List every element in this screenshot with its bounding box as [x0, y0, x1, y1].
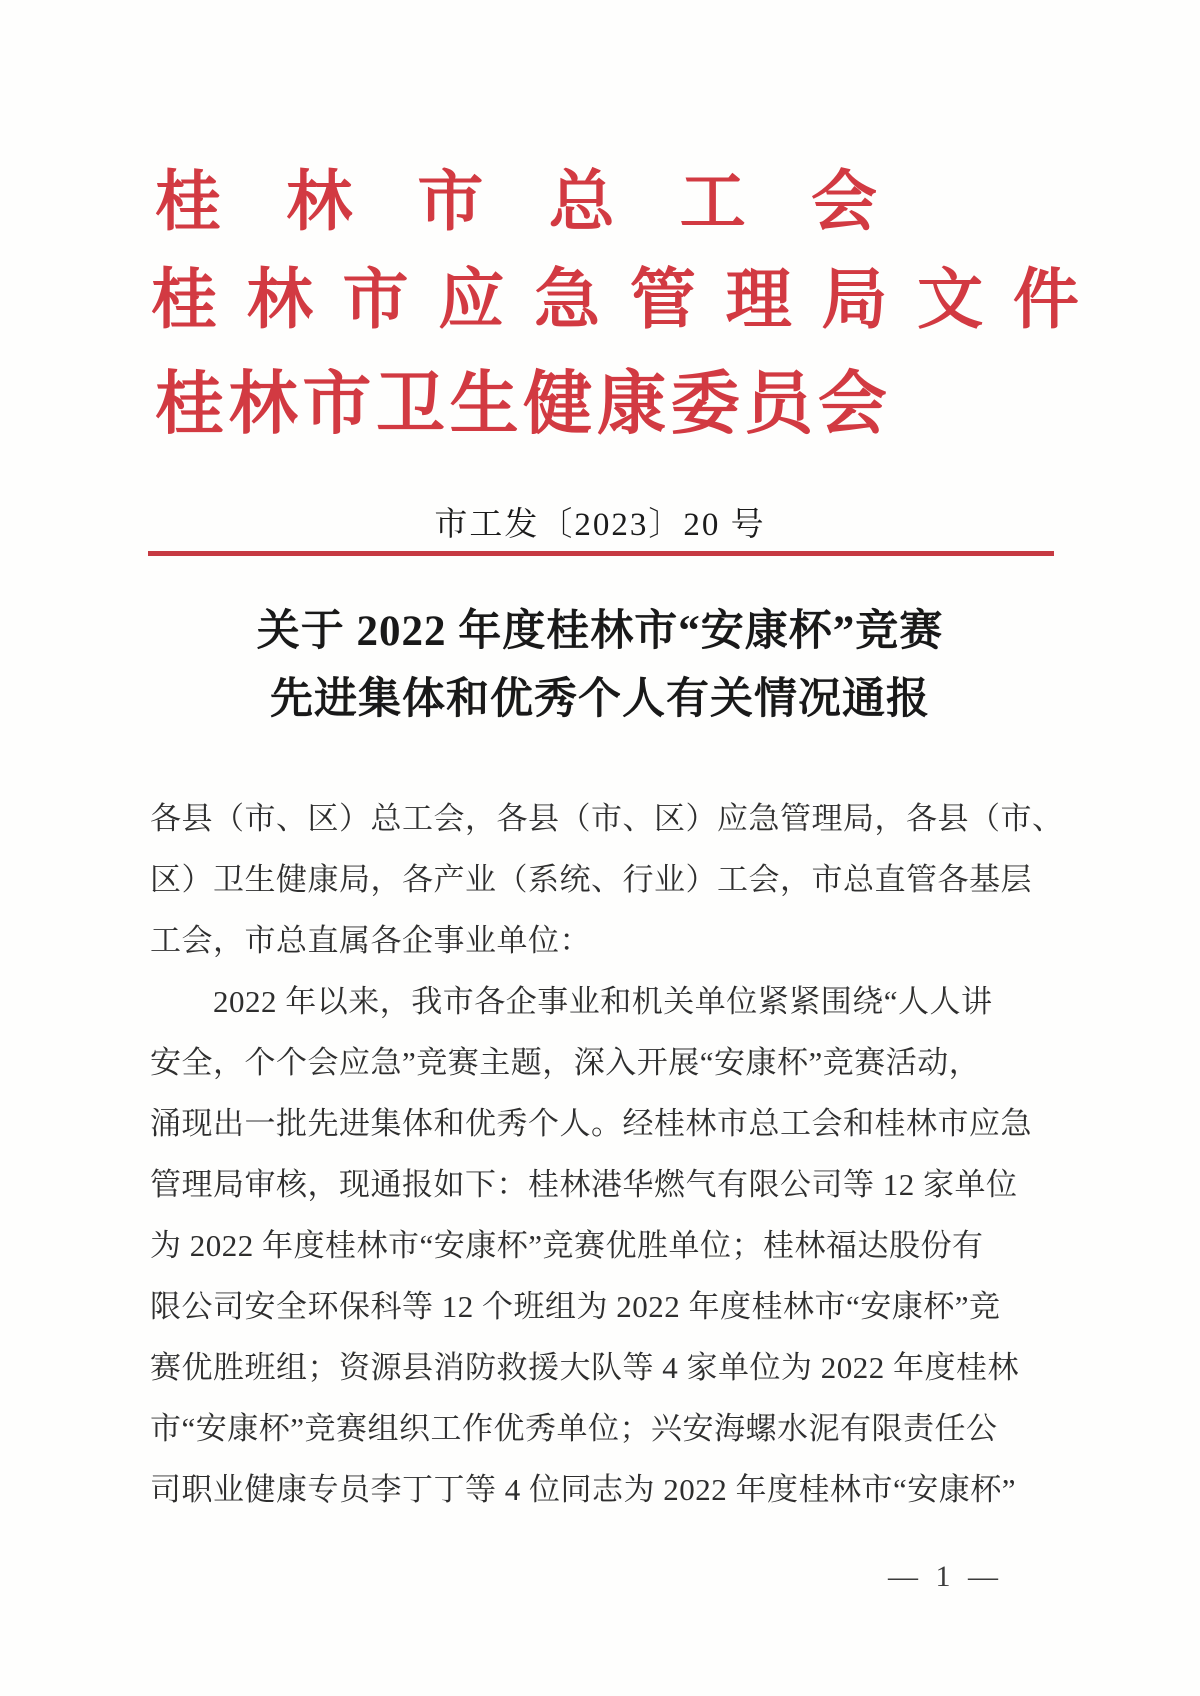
body-line: 涌现出一批先进集体和优秀个人。经桂林市总工会和桂林市应急 — [150, 1106, 1032, 1141]
doc-reference-number: 市工发〔2023〕20 号 — [434, 507, 766, 543]
document-body — [150, 788, 1064, 1520]
body-line: 管理局审核，现通报如下：桂林港华燃气有限公司等 12 家单位 — [150, 1167, 1018, 1202]
body-line: 各县（市、区）总工会，各县（市、区）应急管理局，各县（市、 — [150, 801, 1064, 836]
letterhead-org-line-2: 桂 林 市 应 急 管 理 局 文 件 — [151, 264, 1079, 337]
page-number: — 1 — — [888, 1560, 1003, 1593]
red-separator-rule — [148, 551, 1054, 556]
body-line: 司职业健康专员李丁丁等 4 位同志为 2022 年度桂林市“安康杯” — [150, 1472, 1017, 1507]
body-line: 为 2022 年度桂林市“安康杯”竞赛优胜单位；桂林福达股份有 — [150, 1228, 984, 1263]
body-line: 安全，个个会应急”竞赛主题，深入开展“安康杯”竞赛活动， — [150, 1045, 981, 1080]
body-line: 市“安康杯”竞赛组织工作优秀单位；兴安海螺水泥有限责任公 — [150, 1411, 998, 1446]
body-line: 区）卫生健康局，各产业（系统、行业）工会，市总直管各基层 — [150, 862, 1032, 897]
document-title — [0, 598, 1200, 734]
letterhead-org-line-3: 桂 林 市 卫 生 健 康 委 员 会 — [155, 366, 887, 442]
body-line: 2022 年以来，我市各企事业和机关单位紧紧围绕“人人讲 — [213, 984, 993, 1019]
body-line: 工会，市总直属各企事业单位： — [150, 923, 591, 958]
document-title-line-2: 先进集体和优秀个人有关情况通报 — [270, 676, 930, 723]
document-title-line-1: 关于 2022 年度桂林市“安康杯”竞赛 — [256, 608, 944, 655]
body-line: 赛优胜班组；资源县消防救援大队等 4 家单位为 2022 年度桂林 — [150, 1350, 1019, 1385]
body-line: 限公司安全环保科等 12 个班组为 2022 年度桂林市“安康杯”竞 — [150, 1289, 1001, 1324]
letterhead-org-line-1: 桂 林 市 总 工 会 — [155, 166, 877, 239]
